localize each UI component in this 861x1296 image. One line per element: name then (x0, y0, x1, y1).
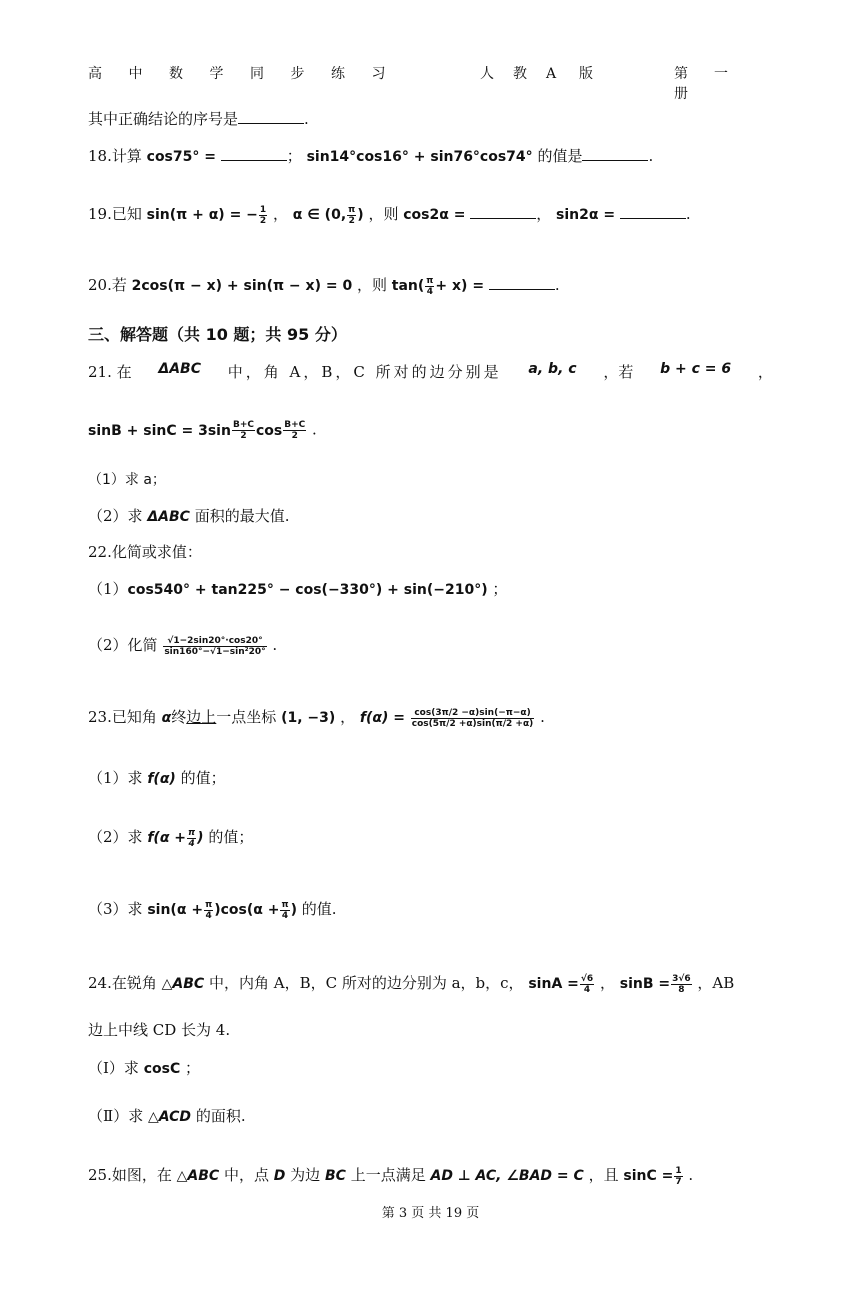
q22-p1-expr: cos540° + tan225° − cos(−330°) + sin(−210°) (127, 582, 488, 598)
question-24-line2: 边上中线 CD 长为 4. (88, 1021, 231, 1039)
fraction (280, 900, 289, 921)
q19-expr2-text: α ∈ (0, (292, 207, 347, 223)
q24-sinB (619, 973, 693, 995)
q25-t1: 中，点 (223, 1166, 269, 1184)
q23-coord: (1, −3) (281, 710, 336, 726)
q23-p3-expr (147, 899, 297, 921)
q20-expr1: 2cos(π − x) + sin(π − x) = 0 (131, 278, 353, 294)
header-char: 练 (331, 66, 345, 82)
q22-title: 22.化简或求值： (88, 543, 202, 561)
q20-end: . (554, 276, 560, 294)
q22-part2 (88, 634, 277, 657)
header-right (674, 63, 778, 103)
q23-alpha: α (161, 710, 172, 726)
question-21-line1 (88, 361, 773, 382)
question-25 (88, 1164, 693, 1187)
fraction (671, 974, 692, 995)
frac-num: √6 (580, 973, 594, 984)
frac-den: 4 (281, 910, 289, 921)
header-char: 第 (674, 66, 688, 82)
question-21-line2 (88, 420, 317, 441)
fraction (411, 708, 535, 729)
q25-t3: 上一点满足 (350, 1166, 426, 1184)
q19-expr2 (292, 204, 364, 226)
header-mid (480, 63, 612, 83)
q23-p2-expr-a: f(α + (147, 830, 187, 846)
header-char: 教 (513, 66, 527, 82)
question-19 (88, 203, 691, 226)
q21-text: 中，角 A，B，C 所对的边分别是 (227, 363, 502, 381)
q18-expr2: sin14°cos16° + sin76°cos74° (306, 149, 533, 165)
q21-condition: b + c = 6 (660, 361, 732, 377)
frac-den: 2 (240, 431, 247, 441)
q19-prefix: 19.已知 (88, 205, 142, 223)
q21-eq-end: . (312, 420, 317, 439)
section-title: 三、解答题（共 10 题；共 95 分） (88, 325, 347, 344)
q19-expr3: cos2α = (403, 207, 466, 223)
q21-part2 (88, 505, 290, 526)
q18-expr1: cos75° = (146, 149, 216, 165)
frac-num: π (348, 204, 356, 215)
q23-end: . (540, 708, 545, 726)
q23-prefix: 23.已知角 (88, 708, 157, 726)
fraction (674, 1166, 682, 1187)
q23-p1-b: 的值； (180, 769, 226, 787)
q23-p2-a: （2）求 (88, 828, 143, 846)
q25-triangle: △ABC (176, 1168, 220, 1184)
q22-part1 (88, 578, 507, 599)
q24-p2-triangle: △ACD (147, 1109, 192, 1125)
frac-den: 2 (259, 215, 267, 226)
answer-blank (620, 206, 686, 219)
frac-den: 7 (675, 1176, 682, 1187)
frac-num: π (426, 275, 434, 286)
header-char: 版 (579, 66, 593, 82)
q25-side-BC: BC (324, 1168, 346, 1184)
header-char: 人 (480, 66, 494, 82)
q24-p2-b: 的面积. (195, 1107, 246, 1125)
frac-num: π (188, 827, 196, 838)
q21-sides: a, b, c (528, 361, 577, 377)
fraction (187, 828, 196, 849)
q24-p2-a: （Ⅱ）求 (88, 1107, 144, 1125)
header-char: 册 (674, 86, 688, 102)
q25-point-D: D (273, 1168, 286, 1184)
q17-text: 其中正确结论的序号是 (88, 110, 239, 128)
q24-triangle: △ABC (161, 976, 205, 992)
answer-blank (238, 111, 304, 124)
q23-text-a: 终 (171, 708, 187, 726)
answer-blank (489, 277, 555, 290)
q24-comma: ， (599, 974, 615, 992)
q18-mid: 的值是 (537, 147, 583, 165)
frac-num: π (205, 899, 213, 910)
frac-num: 1 (259, 204, 267, 215)
q19-expr1 (146, 204, 269, 226)
q20-then: ，则 (356, 276, 387, 294)
q23-p3-b: 的值. (301, 900, 337, 918)
q23-part2 (88, 826, 253, 849)
frac-den: 4 (188, 838, 195, 849)
q24-p1-end: ； (185, 1059, 201, 1077)
answer-blank (470, 206, 536, 219)
q24-p1-expr: cosC (143, 1061, 181, 1077)
question-18 (88, 145, 653, 166)
q23-p3-expr-a: sin(α + (147, 902, 204, 918)
question-24-line1 (88, 972, 734, 995)
page-footer: 第 3 页 共 19 页 (381, 1206, 480, 1221)
frac-num: π (281, 899, 289, 910)
q23-p3-a: （3）求 (88, 900, 143, 918)
fraction (580, 974, 594, 995)
q25-prefix: 25.如图，在 (88, 1166, 172, 1184)
q19-comma: ， (536, 205, 552, 223)
header-char: A (546, 66, 557, 82)
q23-p2-expr-b: ) (197, 830, 204, 846)
header-char: 同 (250, 66, 264, 82)
q21-eq-b: cos (255, 422, 283, 439)
header-char: 步 (290, 66, 305, 82)
q23-f-lhs: f(α) = (359, 710, 405, 726)
q20-expr2-tail: + x) = (435, 278, 485, 294)
q25-t2: 为边 (290, 1166, 321, 1184)
q24-sinB-text: sinB = (619, 976, 671, 992)
frac-den: 2 (291, 431, 298, 441)
question-23 (88, 706, 545, 729)
q25-end: . (688, 1166, 694, 1184)
q17-end: . (304, 110, 309, 128)
q25-sinC-text: sinC = (623, 1168, 674, 1184)
header-char: 习 (371, 66, 386, 82)
frac-den: 4 (205, 910, 212, 921)
q21-equation (88, 420, 307, 441)
q21-end: ， (757, 363, 773, 381)
fraction (425, 276, 434, 297)
q18-sep: ； (286, 147, 302, 165)
q23-p2-b: 的值； (208, 828, 254, 846)
frac-den: 8 (678, 984, 685, 995)
fraction (347, 205, 356, 226)
fraction (163, 636, 266, 657)
frac-den: 2 (348, 215, 355, 226)
frac-den: 4 (426, 286, 433, 297)
q24-text: 中，内角 A，B，C 所对的边分别为 a，b，c， (208, 974, 524, 992)
frac-den: sin160°−√1−sin²20° (164, 646, 266, 657)
q20-expr2 (391, 275, 485, 297)
q19-expr4: sin2α = (556, 207, 616, 223)
q20-expr2-text: tan( (391, 278, 425, 294)
frac-num: B+C (284, 420, 306, 430)
q23-part1 (88, 767, 226, 788)
q23-text-b: 边上 (186, 708, 217, 726)
q24-end: ，AB (697, 974, 735, 992)
q23-comma: ， (340, 708, 356, 726)
q21-triangle: ΔABC (158, 361, 202, 377)
q22-p2-end: . (272, 636, 278, 654)
q22-p1-end: ； (492, 580, 508, 598)
fraction (259, 205, 267, 226)
q23-p3-expr-c: ) (290, 902, 297, 918)
fraction (283, 420, 306, 441)
header-char: 学 (209, 66, 224, 82)
q21-p2-a: （2）求 (88, 507, 143, 525)
frac-den: 4 (583, 984, 591, 995)
frac-den: cos(5π/2 +α)sin(π/2 +α) (411, 718, 534, 729)
frac-num: 3√6 (672, 973, 691, 984)
header-left (88, 63, 412, 83)
q24-sinA (528, 973, 595, 995)
q24-p1-a: （Ⅰ）求 (88, 1059, 139, 1077)
header-char: 数 (169, 66, 183, 82)
frac-num: 1 (675, 1165, 682, 1176)
q18-end: . (648, 147, 654, 165)
q23-p2-expr (147, 827, 204, 849)
question-20 (88, 274, 560, 297)
q23-part3 (88, 898, 337, 921)
q24-sinA-text: sinA = (528, 976, 579, 992)
q19-expr1-text: sin(π + α) = − (146, 207, 258, 223)
header-char: 高 (88, 66, 102, 82)
q19-then: ，则 (368, 205, 399, 223)
q18-prefix: 18.计算 (88, 147, 142, 165)
answer-blank (221, 148, 287, 161)
q17-tail (88, 108, 309, 129)
frac-num: cos(3π/2 −α)sin(−π−α) (411, 708, 535, 719)
q25-t4: ，且 (588, 1166, 619, 1184)
q23-p3-expr-b: )cos(α + (214, 902, 280, 918)
q22-p1-label: （1） (88, 580, 128, 598)
q21-eq-a: sinB + sinC = 3sin (88, 422, 231, 439)
q25-sinC (623, 1165, 683, 1187)
q19-expr2-close: ) (357, 207, 364, 223)
q23-p1-a: （1）求 (88, 769, 143, 787)
q21-if: ，若 (603, 363, 634, 381)
q20-prefix: 20.若 (88, 276, 127, 294)
q19-comma: ， (272, 205, 288, 223)
q21-p2-triangle: ΔABC (147, 509, 190, 525)
answer-blank (582, 148, 648, 161)
header-char: 一 (714, 66, 728, 82)
header-char: 中 (128, 66, 143, 82)
q23-p1-expr: f(α) (147, 771, 176, 787)
frac-num: B+C (232, 420, 254, 430)
frac-num: √1−2sin20°·cos20° (163, 636, 266, 647)
q21-prefix: 21. 在 (88, 363, 132, 381)
fraction (204, 900, 213, 921)
q23-text-c: 一点坐标 (216, 708, 277, 726)
q21-p2-b: 面积的最大值. (194, 507, 290, 525)
q19-end: . (685, 205, 691, 223)
q24-part1 (88, 1057, 200, 1078)
q25-condition: AD ⊥ AC, ∠BAD = C (430, 1168, 584, 1184)
fraction (232, 420, 255, 441)
q22-p2-label: （2）化简 (88, 636, 158, 654)
q24-part2 (88, 1105, 246, 1126)
q21-part1: （1）求 a； (88, 472, 166, 488)
q24-prefix: 24.在锐角 (88, 974, 157, 992)
